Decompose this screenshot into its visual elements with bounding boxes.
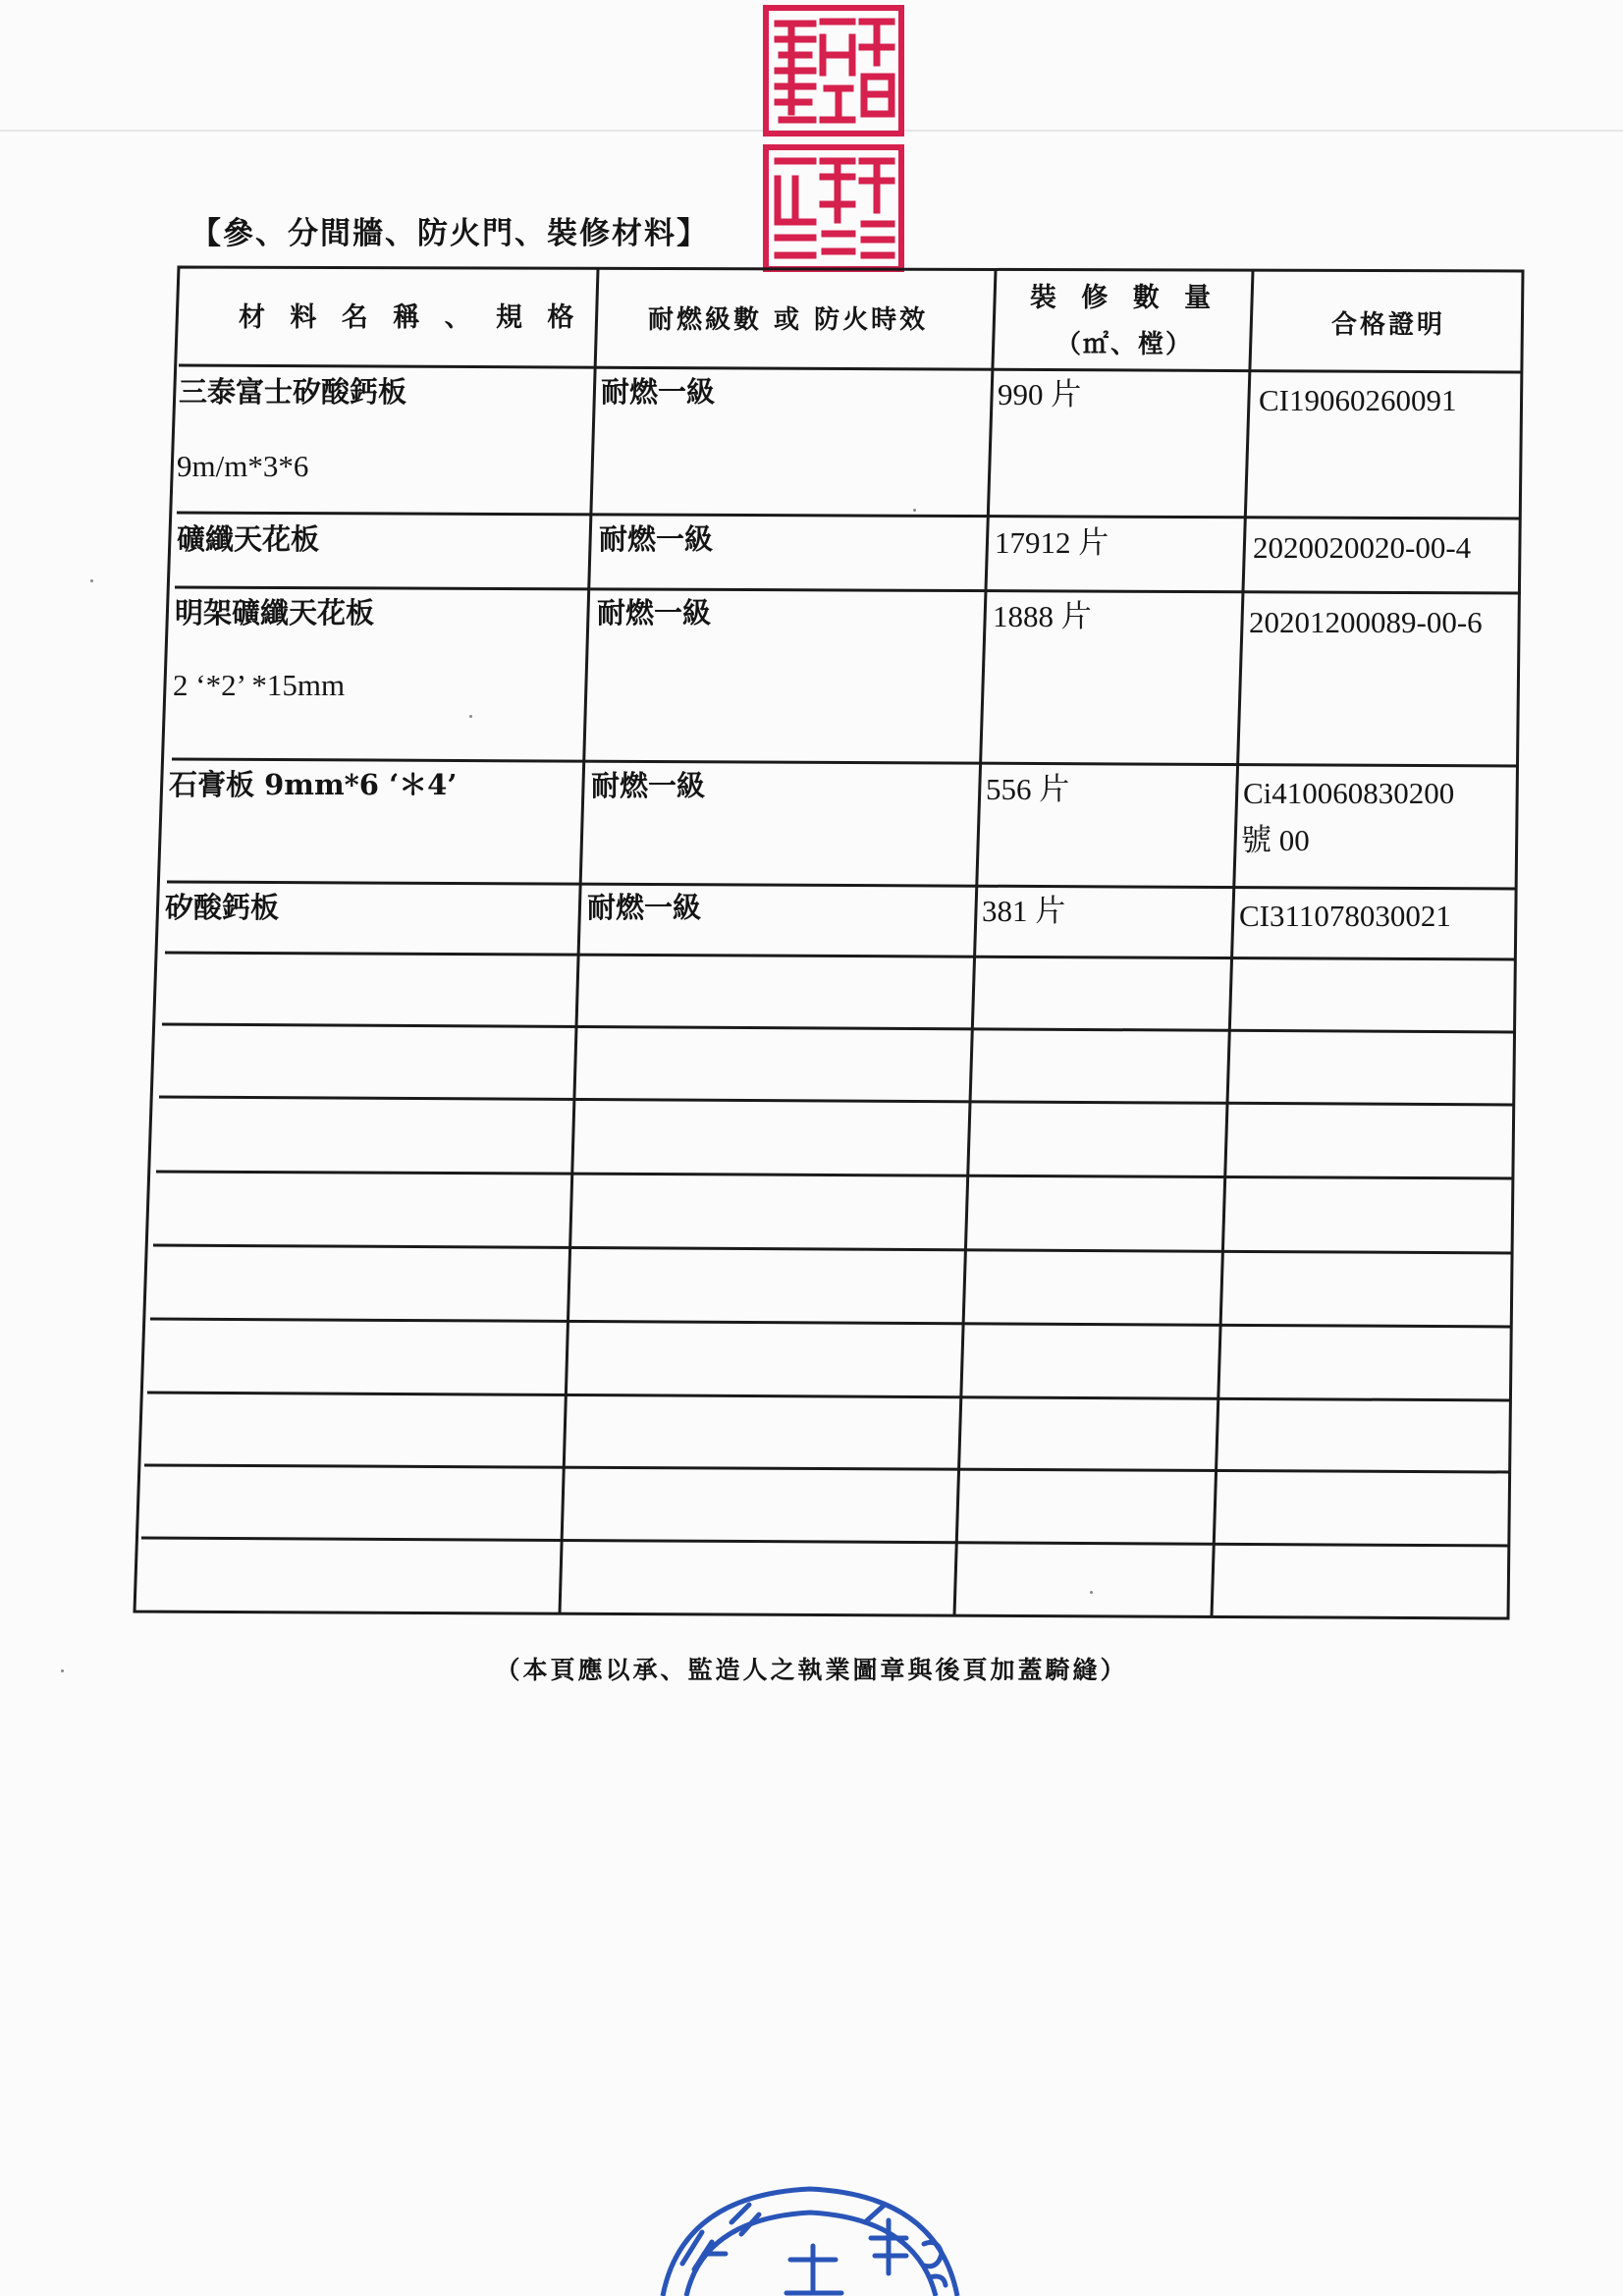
- scan-speck: [913, 509, 916, 512]
- row1-fire-rating: 耐燃一級: [601, 375, 716, 409]
- row4-certificate-line2: 號 00: [1241, 823, 1310, 857]
- scan-speck: [1090, 1591, 1093, 1594]
- row3-material-line2: 2 ‘*2’ *15mm: [173, 668, 346, 702]
- header-material: 材 料 名 稱 、 規 格: [239, 302, 582, 333]
- row3-fire-rating: 耐燃一級: [597, 596, 712, 629]
- row3-certificate: 20201200089-00-6: [1249, 605, 1483, 639]
- row3-quantity: 1888 片: [993, 599, 1092, 633]
- blue-seal-stamp: [643, 2175, 977, 2296]
- header-certificate: 合格證明: [1331, 310, 1446, 340]
- section-title: 【參、分間牆、防火門、裝修材料】: [190, 216, 709, 251]
- row4-fire-rating: 耐燃一級: [591, 769, 706, 802]
- row2-certificate: 2020020020-00-4: [1253, 530, 1472, 565]
- row1-certificate: CI19060260091: [1259, 383, 1457, 417]
- row3-material: 明架礦纖天花板: [175, 596, 375, 629]
- row2-material: 礦纖天花板: [177, 522, 320, 556]
- scan-speck: [61, 1669, 64, 1672]
- row2-quantity: 17912 片: [995, 525, 1109, 560]
- footnote: （本頁應以承、監造人之執業圖章與後頁加蓋騎縫）: [495, 1656, 1128, 1684]
- row2-fire-rating: 耐燃一級: [599, 522, 714, 556]
- row5-quantity: 381 片: [982, 894, 1066, 928]
- header-quantity-line1: 裝 修 數 量: [1029, 283, 1219, 313]
- row4-certificate: Ci410060830200: [1243, 776, 1455, 810]
- row1-quantity: 990 片: [998, 377, 1082, 411]
- row1-material-line2: 9m/m*3*6: [177, 449, 309, 483]
- row5-certificate: CI311078030021: [1239, 899, 1451, 933]
- row4-material: 石膏板 9mm*6 ‘＊4’: [169, 768, 458, 801]
- row4-quantity: 556 片: [986, 772, 1070, 806]
- scan-speck: [90, 579, 93, 582]
- header-fire-rating: 耐燃級數 或 防火時效: [648, 305, 929, 335]
- row5-material: 矽酸鈣板: [165, 891, 280, 924]
- scan-speck: [469, 715, 472, 718]
- row5-fire-rating: 耐燃一級: [587, 891, 702, 924]
- header-quantity-line2: （㎡、樘）: [1055, 330, 1193, 359]
- row1-material: 三泰富士矽酸鈣板: [179, 375, 407, 409]
